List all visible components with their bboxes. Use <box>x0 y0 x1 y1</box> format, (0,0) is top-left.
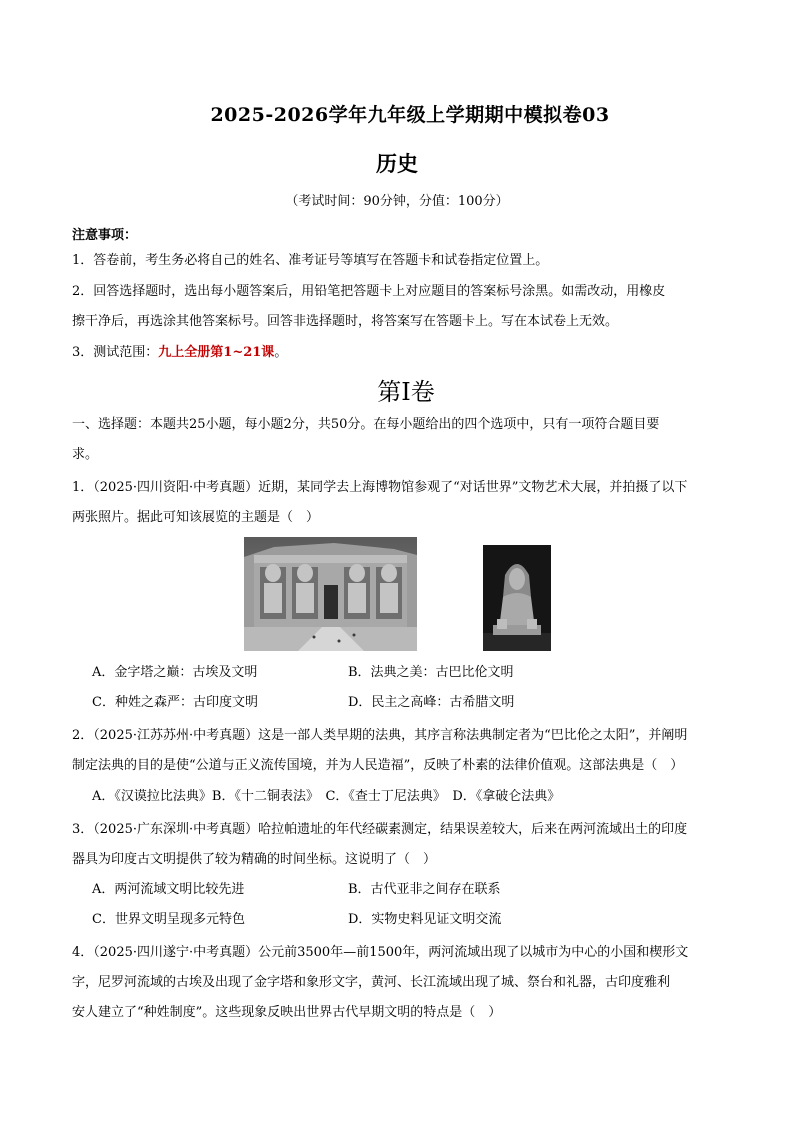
exam-info: （考试时间：90分钟，分值：100分） <box>285 194 509 209</box>
q2-options[interactable]: A．《汉谟拉比法典》B．《十二铜表法》 C．《查士丁尼法典》 D．《拿破仑法典》 <box>92 789 561 804</box>
notice-item-3-prefix: 3．测试范围： <box>72 345 159 360</box>
volume-title: 第Ⅰ卷 <box>377 378 435 406</box>
q1-option-c[interactable]: C．种姓之森严：古印度文明 <box>92 695 258 710</box>
notice-item-2-line-2: 擦干净后，再选涂其他答案标号。回答非选择题时，将答案写在答题卡上。写在本试卷上无效。 <box>72 314 619 329</box>
q1-line-2: 两张照片。据此可知该展览的主题是（ ） <box>72 510 320 525</box>
exam-title: 2025-2026学年九年级上学期期中模拟卷03 <box>210 104 610 126</box>
notice-item-3-suffix: 。 <box>274 345 288 360</box>
q3-option-b[interactable]: B．古代亚非之间存在联系 <box>348 882 501 897</box>
notice-heading: 注意事项： <box>72 228 138 243</box>
notice-item-2-line-1: 2．回答选择题时，选出每小题答案后，用铅笔把答题卡上对应题目的答案标号涂黑。如需改动，用橡皮 <box>72 284 666 299</box>
test-range: 九上全册第1~21课 <box>158 345 275 360</box>
q1-option-a[interactable]: A．金字塔之巅：古埃及文明 <box>92 665 258 680</box>
q3-options-row-2 <box>92 905 712 935</box>
q1-line-1: 1．（2025·四川资阳·中考真题）近期，某同学去上海博物馆参观了“对话世界”文物艺术大展，并拍摄了以下 <box>72 480 688 495</box>
q2-line-2: 制定法典的目的是使“公道与正义流传国境，并为人民造福”，反映了朴素的法律价值观。这部法典是（ ） <box>72 758 684 773</box>
subject-title: 历史 <box>376 152 418 176</box>
q3-option-a[interactable]: A．两河流域文明比较先进 <box>92 882 245 897</box>
q3-line-1: 3．（2025·广东深圳·中考真题）哈拉帕遗址的年代经碳素测定，结果误差较大，后来在两河流域出土的印度 <box>72 822 688 837</box>
q3-option-c[interactable]: C．世界文明呈现多元特色 <box>92 912 245 927</box>
q1-option-b[interactable]: B．法典之美：古巴比伦文明 <box>348 665 514 680</box>
sphinx-statue-photo <box>483 545 551 651</box>
q1-options-row-2 <box>92 688 712 718</box>
section-1-line-1: 一、选择题：本题共25小题，每小题2分，共50分。在每小题给出的四个选项中，只有一项符合题目要 <box>72 417 660 432</box>
q1-options-row-1 <box>92 658 712 688</box>
section-1-line-2: 求。 <box>72 447 99 462</box>
notice-item-3 <box>72 338 726 368</box>
notice-item-1: 1．答卷前，考生务必将自己的姓名、准考证号等填写在答题卡和试卷指定位置上。 <box>72 253 549 268</box>
q3-option-d[interactable]: D．实物史料见证文明交流 <box>348 912 502 927</box>
q4-line-1: 4．（2025·四川遂宁·中考真题）公元前3500年—前1500年，两河流域出现了以城市为中心的小国和楔形文 <box>72 945 689 960</box>
q1-option-d[interactable]: D．民主之高峰：古希腊文明 <box>348 695 515 710</box>
q3-line-2: 器具为印度古文明提供了较为精确的时间坐标。这说明了（ ） <box>72 852 437 867</box>
abu-simbel-temple-photo <box>244 537 417 651</box>
q4-line-2: 字，尼罗河流域的古埃及出现了金字塔和象形文字，黄河、长江流域出现了城、祭台和礼器，古印度雅利 <box>72 975 671 990</box>
q4-line-3: 安人建立了“种姓制度”。这些现象反映出世界古代早期文明的特点是（ ） <box>72 1005 502 1020</box>
q3-options-row-1 <box>92 875 712 905</box>
q2-line-1: 2．（2025·江苏苏州·中考真题）这是一部人类早期的法典，其序言称法典制定者为“巴比伦之太阳”，并阐明 <box>72 728 688 743</box>
